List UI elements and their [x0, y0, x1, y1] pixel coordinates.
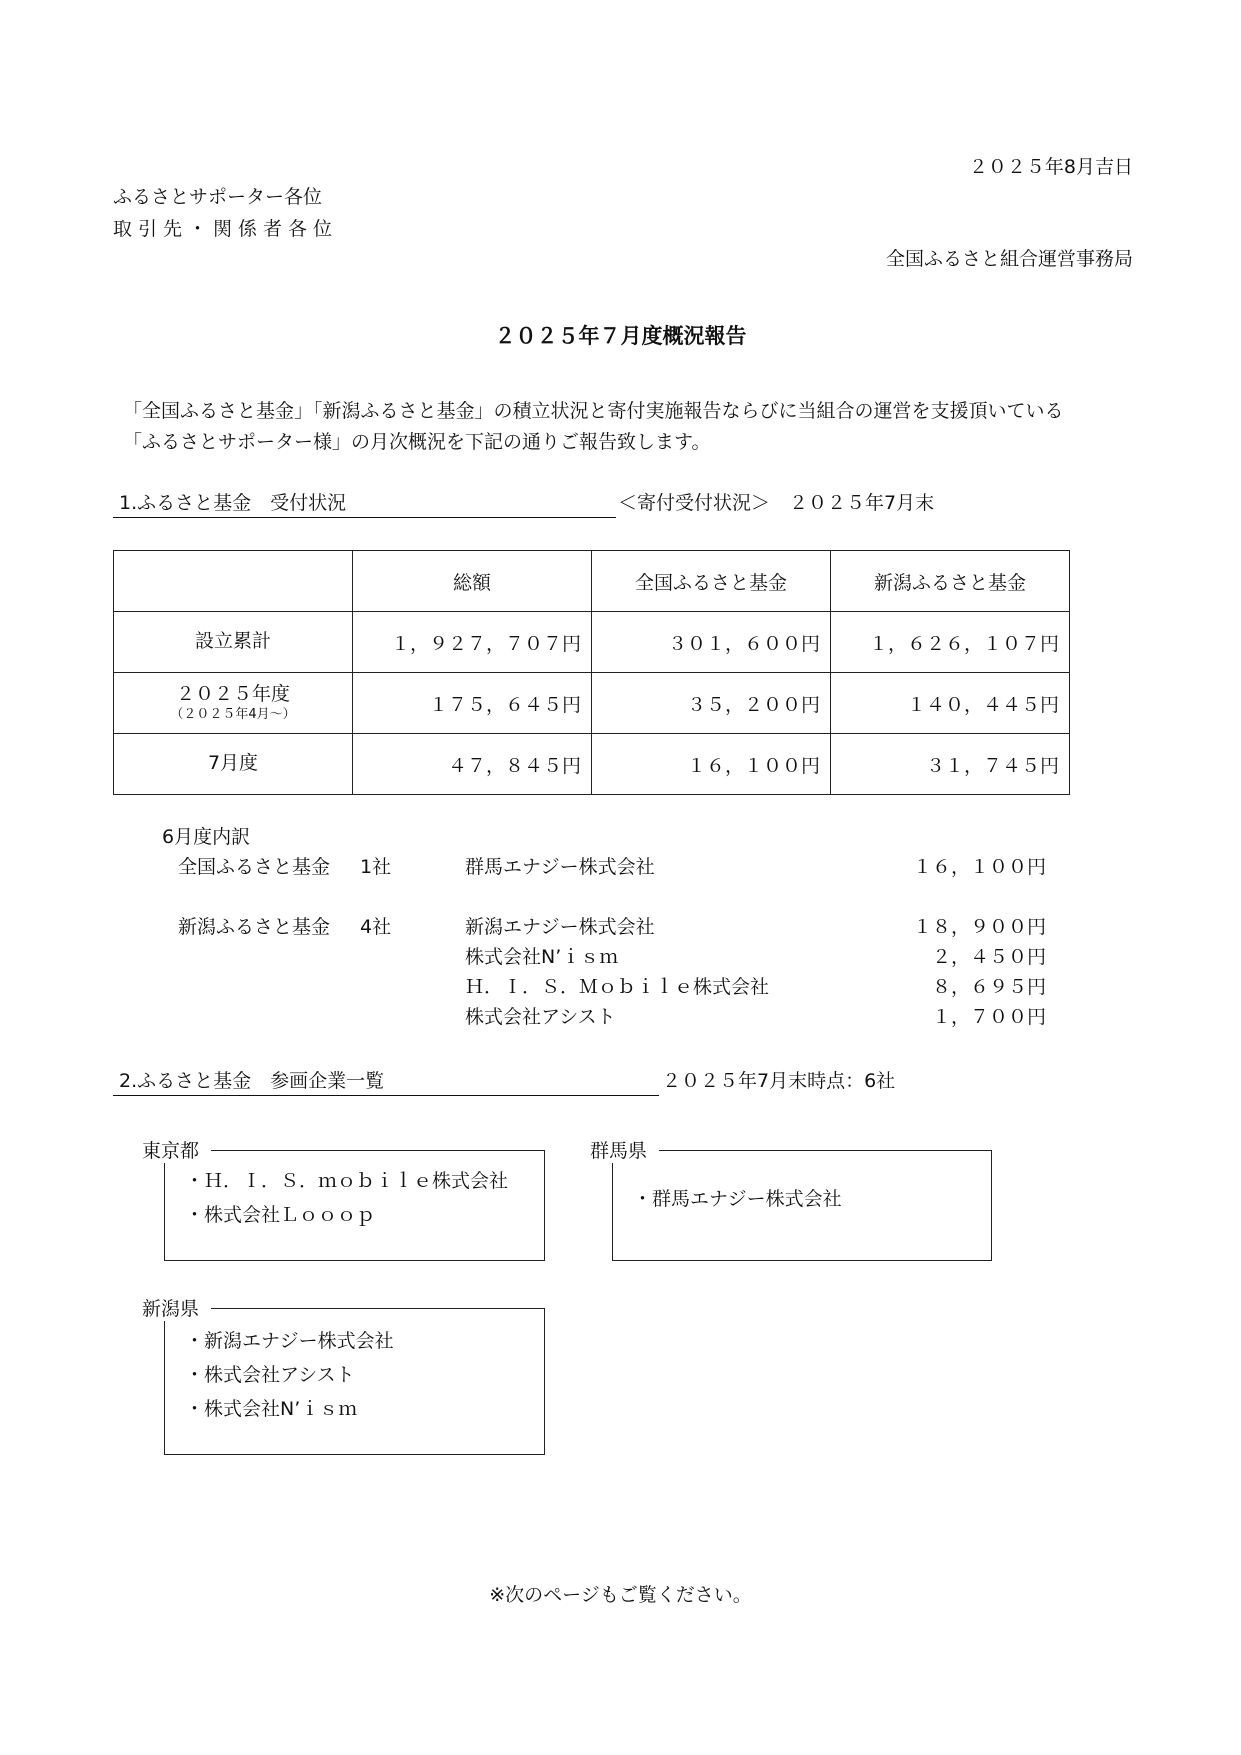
intro-line-2: 「ふるさとサポーター様」の月次概況を下記の通りご報告致します。 [123, 431, 711, 453]
total-value: １７５，６４５円 [353, 673, 592, 734]
table-header-row [114, 551, 1070, 612]
breakdown-amount: １６，１００円 [912, 856, 1046, 878]
company-item: ・株式会社Ｌｏｏｏｐ [185, 1204, 376, 1226]
region-label-tokyo: 東京都 [138, 1136, 211, 1163]
breakdown-title: 6月度内訳 [162, 826, 251, 848]
sender-name: 全国ふるさと組合運営事務局 [885, 248, 1133, 270]
recipient-supporters: ふるさとサポーター各位 [113, 186, 323, 208]
breakdown-amount: ２，４５０円 [931, 946, 1046, 968]
national-value: ３５，２００円 [592, 673, 831, 734]
table-header-blank [114, 551, 353, 612]
breakdown-amount: ８，６９５円 [931, 976, 1046, 998]
region-box-niigata [164, 1308, 545, 1455]
breakdown-company: 群馬エナジー株式会社 [465, 856, 655, 878]
breakdown-fund-national: 全国ふるさと基金 [178, 856, 331, 878]
table-header-niigata-fund: 新潟ふるさと基金 [831, 551, 1070, 612]
company-item: ・新潟エナジー株式会社 [185, 1330, 394, 1352]
breakdown-company: Ｈ．Ｉ．Ｓ．Ｍｏｂｉｌｅ株式会社 [465, 976, 770, 998]
national-value: １６，１００円 [592, 734, 831, 795]
niigata-value: １，６２６，１０７円 [831, 612, 1070, 673]
total-value: １，９２７，７０７円 [353, 612, 592, 673]
breakdown-count-national: 1社 [360, 856, 392, 878]
document-date: ２０２５年8月吉日 [968, 156, 1133, 178]
table-row [114, 734, 1070, 795]
region-box-tokyo [164, 1150, 545, 1261]
section-2-heading: 2.ふるさと基金 参画企業一覧 [113, 1066, 659, 1096]
region-box-gunma [612, 1150, 992, 1261]
national-value: ３０１，６００円 [592, 612, 831, 673]
page-title: ２０２５年７月度概況報告 [494, 324, 747, 348]
company-item: ・株式会社アシスト [185, 1364, 355, 1386]
breakdown-company: 新潟エナジー株式会社 [465, 916, 655, 938]
row-label: 設立累計 [114, 612, 353, 673]
breakdown-amount: １８，９００円 [912, 916, 1046, 938]
breakdown-fund-niigata: 新潟ふるさと基金 [178, 916, 331, 938]
intro-line-1: 「全国ふるさと基金」「新潟ふるさと基金」の積立状況と寄付実施報告ならびに当組合の運営を支援頂いている [123, 400, 1064, 422]
company-item: ・Ｈ．Ｉ．Ｓ．ｍｏｂｉｌｅ株式会社 [185, 1170, 509, 1192]
row-label-cell [114, 673, 353, 734]
footer-note: ※次のページもご覧ください。 [489, 1584, 752, 1606]
company-item: ・株式会社N’ｉｓｍ [185, 1398, 358, 1420]
total-value: ４７，８４５円 [353, 734, 592, 795]
region-label-niigata: 新潟県 [138, 1294, 211, 1321]
table-row [114, 612, 1070, 673]
breakdown-amount: １，７００円 [931, 1006, 1046, 1028]
table-row [114, 673, 1070, 734]
row-label: ２０２５年度 [175, 683, 290, 705]
row-label: 7月度 [114, 734, 353, 795]
breakdown-count-niigata: 4社 [360, 916, 392, 938]
section-1-heading: 1.ふるさと基金 受付状況 [113, 488, 616, 518]
table-header-national-fund: 全国ふるさと基金 [592, 551, 831, 612]
table-header-total: 総額 [353, 551, 592, 612]
company-item: ・群馬エナジー株式会社 [633, 1188, 842, 1210]
breakdown-company: 株式会社アシスト [465, 1006, 616, 1028]
section-1-note: ＜寄付受付状況＞ ２０２５年7月末 [618, 492, 935, 514]
donation-table [113, 550, 1070, 795]
niigata-value: ３１，７４５円 [831, 734, 1070, 795]
niigata-value: １４０，４４５円 [831, 673, 1070, 734]
breakdown-company: 株式会社N’ｉｓｍ [465, 946, 619, 968]
region-label-gunma: 群馬県 [586, 1136, 659, 1163]
recipient-partners: 取引先・関係者各位 [113, 218, 339, 240]
row-sublabel: （２０２５年4月～） [170, 706, 296, 722]
section-2-note: ２０２５年7月末時点：6社 [662, 1070, 896, 1092]
